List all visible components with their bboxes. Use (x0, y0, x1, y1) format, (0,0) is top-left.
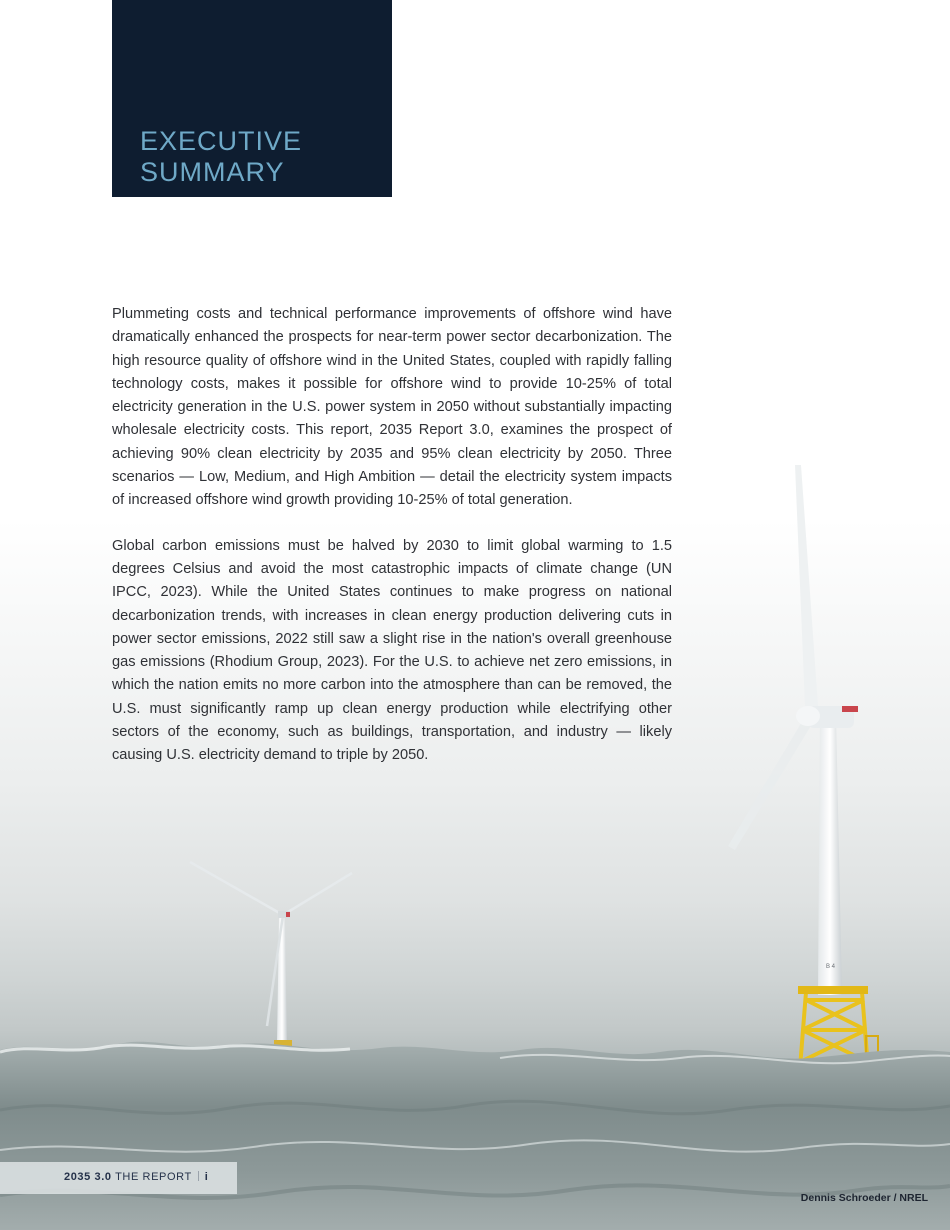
near-turbine-hub (796, 706, 820, 726)
paragraph: Plummeting costs and technical performance improvements of offshore wind have dramatically enhanced the prospects for near-term power sector decarbonization. The high resource quality of offshore wind in the United States, coupled with rapidly falling technology costs, makes it possible for offshore wind to provide 10-25% of total electricity generation in the U.S. power system in 2050 without substantially impacting wholesale electricity costs. This report, 2035 Report 3.0, examines the prospect of achieving 90% clean electricity by 2035 and 95% clean electricity by 2050. Three scenarios — Low, Medium, and High Ambition — detail the electricity system impacts of increased offshore wind growth providing 10-25% of total generation. (112, 306, 672, 509)
near-turbine-blade-low (728, 715, 812, 850)
distant-turbine-blade (190, 862, 283, 915)
near-turbine-blade-up (795, 465, 818, 706)
page-title-line-1: EXECUTIVE (140, 126, 303, 157)
section-title-block (112, 0, 392, 197)
distant-turbine (190, 862, 352, 1048)
near-turbine (728, 465, 878, 1068)
distant-turbine-marker (286, 912, 290, 917)
footer-label: THE REPORT (115, 1171, 192, 1183)
summary-text (112, 303, 672, 790)
page-footer (0, 1162, 237, 1194)
near-turbine-platform (798, 986, 868, 994)
distant-turbine-blade (283, 873, 352, 915)
tower-label: B 4 (826, 964, 836, 970)
near-turbine-marker (842, 706, 858, 712)
page-title-line-2: SUMMARY (140, 157, 285, 188)
page-title (140, 126, 302, 188)
page-number: i (204, 1171, 209, 1183)
photo-credit: Dennis Schroeder / NREL (800, 1192, 928, 1204)
near-turbine-tower (818, 715, 842, 995)
footer-brand: 2035 3.0 (64, 1171, 112, 1183)
footer-divider (198, 1171, 199, 1181)
paragraph: Global carbon emissions must be halved by 2030 to limit global warming to 1.5 degrees Celsius and avoid the most catastrophic impacts of climate change (UN IPCC, 2023). While the United States continues to make progress on national decarbonization trends, with increases in clean energy production delivering cuts in power sector emissions, 2022 still saw a slight rise in the nation's overall greenhouse gas emissions (Rhodium Group, 2023). For the U.S. to achieve net zero emissions, in which the nation emits no more carbon into the atmosphere than can be removed, the U.S. must significantly ramp up clean energy production while electrifying other sectors of the economy, such as buildings, transportation, and industry — likely causing U.S. electricity demand to triple by 2050. (112, 537, 672, 764)
distant-turbine-tower (277, 918, 287, 1044)
footer-text (64, 1171, 208, 1183)
